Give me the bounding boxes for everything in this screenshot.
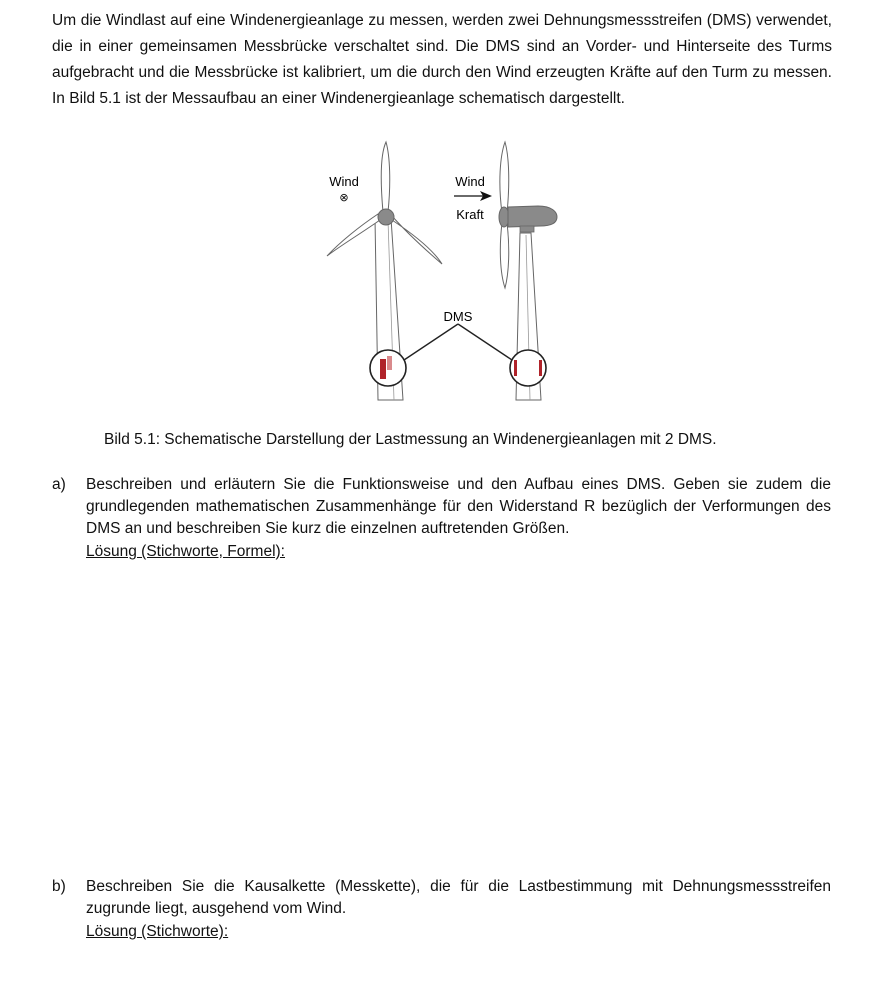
right-yaw-bearing [520, 226, 534, 232]
task-a [52, 474, 842, 563]
right-strain-gauge-front [514, 360, 517, 376]
wind-arrow-icon [454, 191, 492, 201]
dms-line-left [404, 324, 458, 360]
right-blade-top [500, 142, 509, 213]
dms-label: DMS [443, 309, 473, 324]
task-b [52, 876, 842, 943]
side-view-turbine [499, 142, 557, 400]
task-a-text: Beschreiben und erläutern Sie die Funktionsweise und den Aufbau eines DMS. Geben sie zudem die grundlegenden mathematischen Zusammenhänge für den Widerstand R bezüglich der Verformungen des DMS an und beschreiben Sie kurz die einzelnen auftretenden Größen. [86, 476, 831, 537]
task-a-solution-label: Lösung (Stichworte, Formel): [86, 543, 285, 560]
force-label: Kraft [456, 207, 484, 222]
wind-into-page-icon: ⊗ [339, 191, 349, 204]
left-strain-gauge [380, 359, 386, 379]
figure-caption: Bild 5.1: Schematische Darstellung der Lastmessung an Windenergieanlagen mit 2 DMS. [104, 431, 717, 448]
task-b-letter: b) [52, 878, 66, 895]
left-blade-lower-right [392, 216, 442, 264]
left-blade-lower-left [327, 214, 380, 256]
left-strain-gauge-back [387, 356, 392, 370]
wind-label-right: Wind [455, 174, 485, 189]
right-blade-bottom [500, 223, 508, 288]
left-hub [378, 209, 394, 225]
task-b-solution-label: Lösung (Stichworte): [86, 923, 229, 940]
task-a-letter: a) [52, 476, 66, 493]
wind-turbine-figure [300, 138, 590, 410]
wind-label-left: Wind [329, 174, 359, 189]
right-nacelle [508, 206, 557, 227]
dms-line-right [458, 324, 512, 360]
left-blade-top [381, 142, 389, 212]
task-b-text: Beschreiben Sie die Kausalkette (Messkette), die für die Lastbestimmung mit Dehnungsmessstreifen zugrunde liegt, ausgehend vom Wind. [86, 878, 831, 917]
intro-paragraph: Um die Windlast auf eine Windenergieanlage zu messen, werden zwei Dehnungsmessstreifen (DMS) verwendet, die in einer gemeinsamen Messbrücke verschaltet sind. Die DMS sind an Vorder- und Hinterseite des Turms aufgebracht und die Messbrücke ist kalibriert, um die durch den Wind erzeugten Kräfte auf den Turm zu messen. In Bild 5.1 ist der Messaufbau an einer Windenergieanlage schematisch dargestellt. [52, 12, 832, 107]
right-strain-gauge-rear [539, 360, 542, 376]
